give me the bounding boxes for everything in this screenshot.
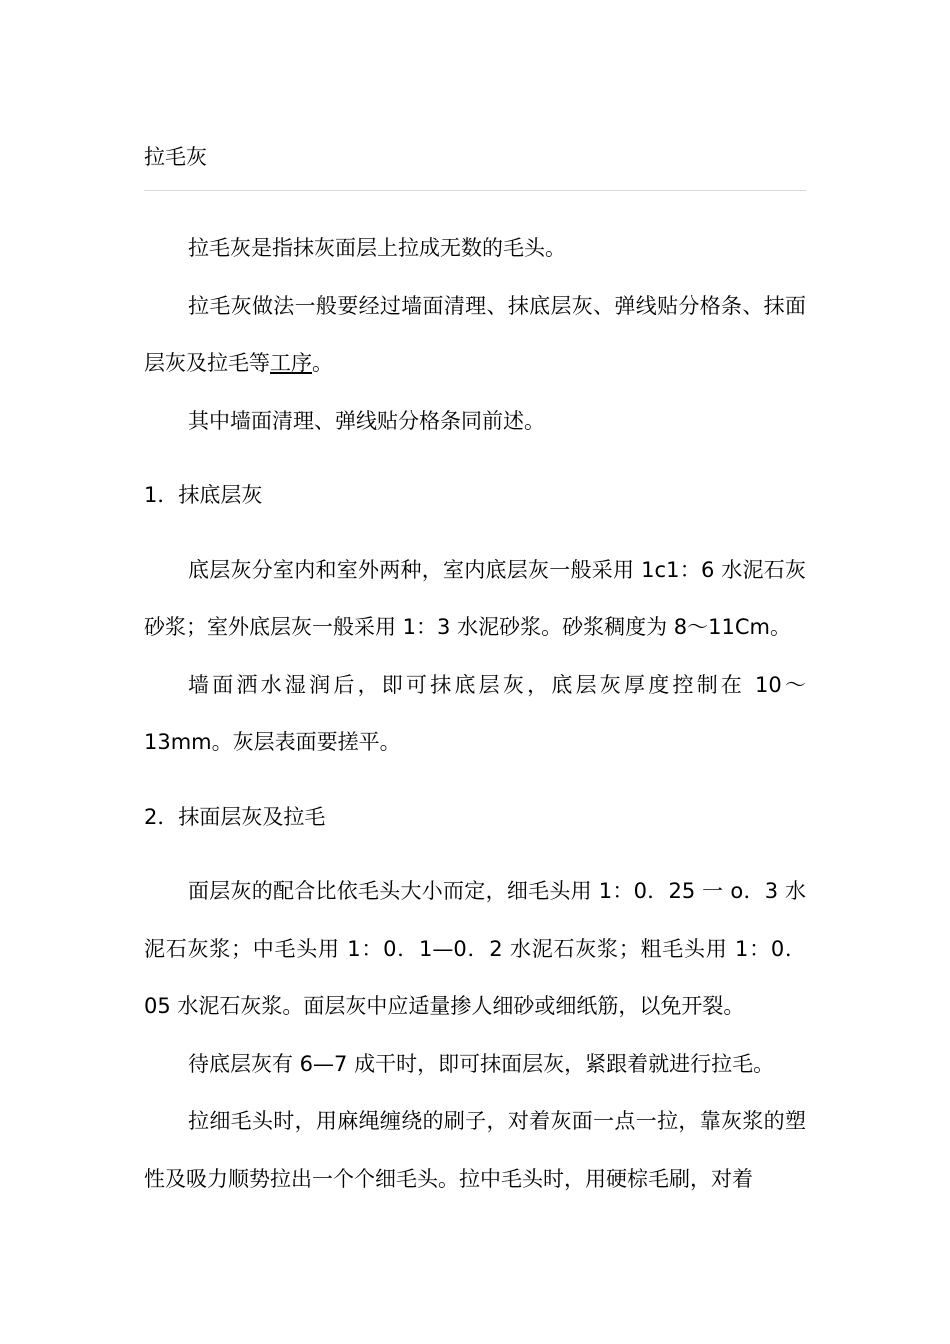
paragraph-base-coat-mix: 底层灰分室内和室外两种，室内底层灰一般采用 1c1：6 水泥石灰砂浆；室外底层灰一般采用 1：3 水泥砂浆。砂浆稠度为 8～11Cm。 [144, 557, 806, 639]
paragraph-reference: 其中墙面清理、弹线贴分格条同前述。 [188, 408, 545, 433]
document-title: 拉毛灰 [144, 145, 207, 169]
paragraph-procedure [144, 278, 806, 393]
section-heading-base-coat: 1．抹底层灰 [144, 483, 263, 507]
section-heading-finish-coat: 2．抹面层灰及拉毛 [144, 804, 326, 829]
paragraph-procedure-end: 。 [312, 351, 333, 375]
document-body [144, 220, 806, 1208]
paragraph-finish-coat-mix: 面层灰的配合比依毛头大小而定，细毛头用 1：0．25 一 o．3 水泥石灰浆；中毛头用 1：0．1—0．2 水泥石灰浆；粗毛头用 1：0．05 水泥石灰浆。面层灰中应适量掺人细砂或细纸筋，以免开裂。 [144, 879, 806, 1018]
paragraph-procedure-text: 拉毛灰做法一般要经过墙面清理、抹底层灰、弹线贴分格条、抹面层灰及拉毛等 [144, 293, 806, 375]
paragraph-pulling-method: 拉细毛头时，用麻绳缠绕的刷子，对着灰面一点一拉，靠灰浆的塑性及吸力顺势拉出一个个细毛头。拉中毛头时，用硬棕毛刷，对着 [144, 1109, 806, 1191]
process-link[interactable]: 工序 [270, 351, 312, 375]
paragraph-finish-coat-timing: 待底层灰有 6—7 成干时，即可抹面层灰，紧跟着就进行拉毛。 [188, 1051, 775, 1076]
title-divider [144, 190, 806, 191]
paragraph-definition: 拉毛灰是指抹灰面层上拉成无数的毛头。 [188, 236, 566, 260]
paragraph-base-coat-application: 墙面洒水湿润后，即可抹底层灰，底层灰厚度控制在 10～13mm。灰层表面要搓平。 [144, 672, 806, 754]
